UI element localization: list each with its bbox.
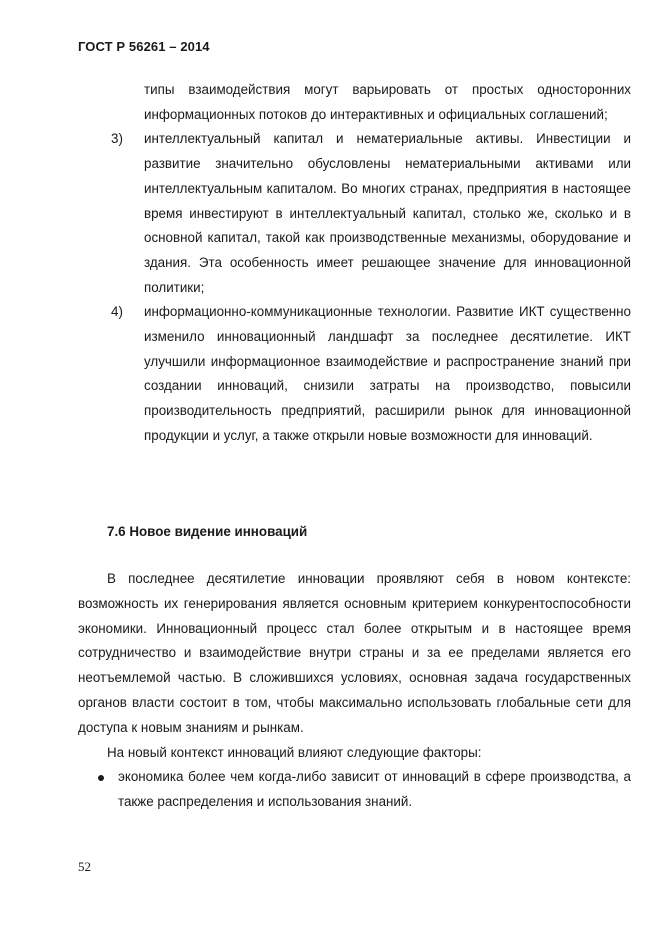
list-item-number: 4) <box>111 304 123 320</box>
section-heading: 7.6 Новое видение инноваций <box>107 524 308 539</box>
list-item-text: информационно-коммуникационные технологии. Развитие ИКТ существенно изменило инновационный ландшафт за последнее десятилетие. ИКТ улучшили информационное взаимодействие и распространение знаний при создании инноваций, снизили затраты на производство, повысили производительность предприятий, расширили рынок для инновационной продукции и услуг, а также открыли новые возможности для инноваций. <box>144 304 631 443</box>
list-item-number: 3) <box>111 131 123 147</box>
list-item-text: интеллектуальный капитал и нематериальные активы. Инвестиции и развитие значительно обусловлены нематериальными активами или интеллектуальным капиталом. Во многих странах, предприятия в настоящее время инвестируют в интеллектуальный капитал, столько же, сколько и в основной капитал, такой как производственные механизмы, оборудование и здания. Эта особенность имеет решающее значение для инновационной политики; <box>144 131 631 295</box>
bullet-text: экономика более чем когда-либо зависит от инноваций в сфере производства, а также распределения и использования знаний. <box>118 769 631 810</box>
list-item <box>78 300 631 448</box>
bullet-list-item <box>78 765 631 815</box>
numbered-list <box>78 78 631 449</box>
page-number: 52 <box>78 859 91 874</box>
list-item-text: типы взаимодействия могут варьировать от простых односторонних информационных потоков до интерактивных и официальных соглашений; <box>144 82 631 122</box>
list-item <box>78 127 631 300</box>
section-body <box>78 567 631 815</box>
body-paragraph: В последнее десятилетие инновации проявляют себя в новом контексте: возможность их генерирования является основным критерием конкурентоспособности экономики. Инновационный процесс стал более открытым и в настоящее время сотрудничество и взаимодействие внутри страны и за ее пределами является его неотъемлемой частью. В сложившихся условиях, основная задача государственных органов власти состоит в том, чтобы максимально использовать глобальные сети для доступа к новым знаниям и рынкам. <box>78 571 631 735</box>
bullet-icon <box>98 775 104 781</box>
body-paragraph: На новый контекст инноваций влияют следующие факторы: <box>107 744 482 760</box>
list-item <box>78 78 631 127</box>
document-header: ГОСТ Р 56261 – 2014 <box>78 39 210 54</box>
